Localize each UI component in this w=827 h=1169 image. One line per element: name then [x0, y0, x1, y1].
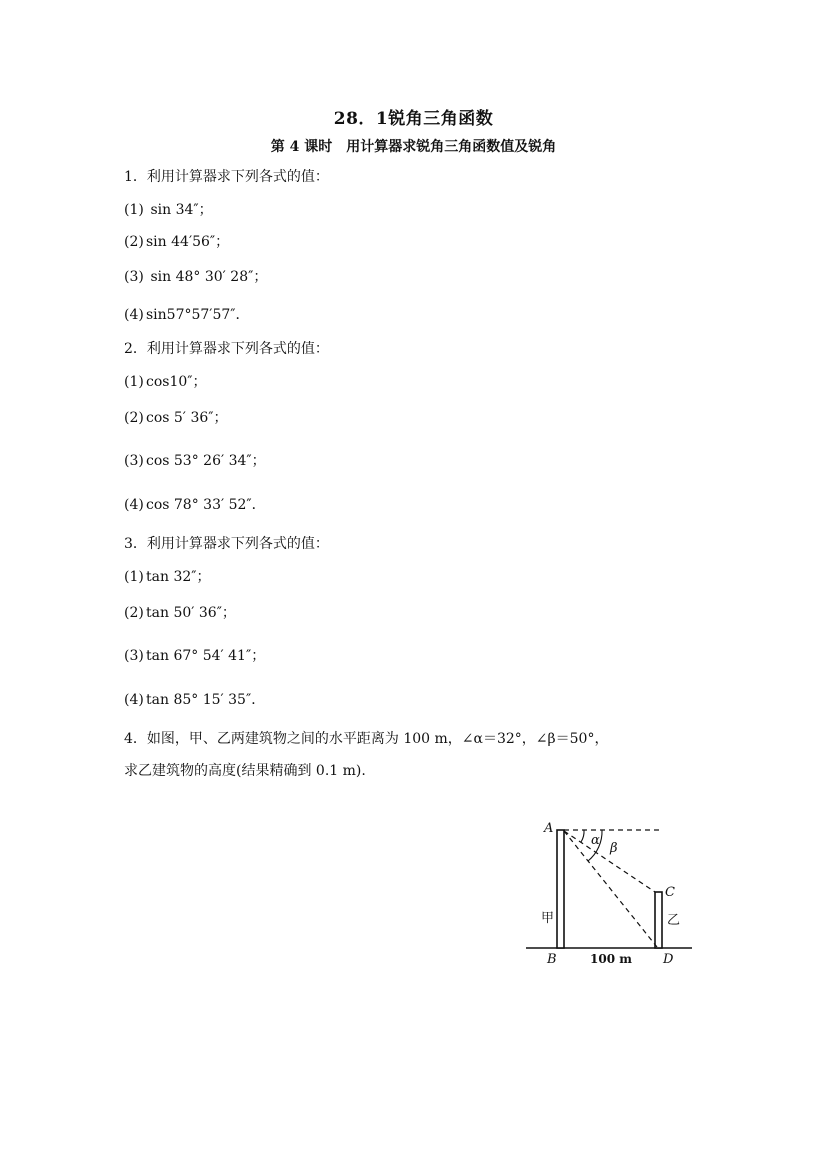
- q1-item-4: [124, 304, 250, 324]
- q3-item-4: [124, 689, 265, 709]
- q4-line-2: 求乙建筑物的高度(结果精确到 0.1 m).: [124, 763, 366, 779]
- building-jia: [557, 830, 564, 948]
- label-c: C: [665, 885, 675, 900]
- q4-line-1: 4．如图，甲、乙两建筑物之间的水平距离为 100 m，∠α＝32°，∠β＝50°，: [124, 731, 609, 747]
- label-distance: 100 m: [590, 952, 632, 966]
- label-a: A: [544, 821, 554, 836]
- q2-item-2-expr: cos 5′ 36″；: [146, 410, 228, 426]
- q2-item-3: [124, 450, 266, 470]
- q2-item-4-expr: cos 78° 33′ 52″．: [146, 497, 266, 513]
- label-d: D: [663, 952, 674, 967]
- q3-item-2: [124, 602, 236, 622]
- alpha-arc: [581, 830, 584, 842]
- q2-item-3-num: (3): [124, 453, 144, 469]
- q2-prompt: 2．利用计算器求下列各式的值：: [124, 341, 329, 357]
- q1-item-2-expr: sin 44′56″；: [146, 234, 230, 250]
- q3-item-2-expr: tan 50′ 36″；: [146, 605, 236, 621]
- q1-item-3: [124, 266, 267, 286]
- q3-item-3: [124, 645, 265, 665]
- label-building-jia: 甲: [541, 911, 555, 926]
- q3-item-1-expr: tan 32″；: [146, 569, 211, 585]
- q1-item-3-expr: sin 48° 30′ 28″；: [146, 269, 268, 285]
- q1-item-1-num: (1): [124, 202, 144, 218]
- q3-item-2-num: (2): [124, 605, 144, 621]
- label-building-yi: 乙: [667, 913, 681, 928]
- q1-item-4-num: (4): [124, 307, 144, 323]
- building-yi: [655, 892, 662, 948]
- q1-item-3-num: (3): [124, 269, 144, 285]
- label-b: B: [547, 952, 557, 967]
- buildings-diagram: [520, 818, 700, 970]
- q2-item-1-expr: cos10″；: [146, 374, 207, 390]
- q2-item-3-expr: cos 53° 26′ 34″；: [146, 453, 266, 469]
- q2-item-2: [124, 407, 227, 427]
- q2-item-2-num: (2): [124, 410, 144, 426]
- q1-item-2: [124, 231, 229, 251]
- q3-item-3-num: (3): [124, 648, 144, 664]
- buildings-figure: [520, 818, 700, 970]
- label-beta: β: [610, 841, 618, 856]
- q3-item-4-expr: tan 85° 15′ 35″．: [146, 692, 266, 708]
- q2-item-4: [124, 494, 266, 514]
- q3-item-1-num: (1): [124, 569, 144, 585]
- q1-prompt: 1．利用计算器求下列各式的值：: [124, 169, 329, 185]
- page-title: 28．1锐角三角函数: [333, 109, 494, 129]
- q3-prompt: 3．利用计算器求下列各式的值：: [124, 536, 329, 552]
- q2-item-1: [124, 371, 207, 391]
- q2-item-4-num: (4): [124, 497, 144, 513]
- q3-item-3-expr: tan 67° 54′ 41″；: [146, 648, 266, 664]
- q1-item-1-expr: sin 34″；: [146, 202, 213, 218]
- lesson-subtitle: 第 4 课时 用计算器求锐角三角函数值及锐角: [270, 139, 557, 155]
- label-alpha: α: [591, 833, 600, 848]
- q1-item-1: [124, 199, 213, 219]
- q1-item-4-expr: sin57°57′57″．: [146, 307, 250, 323]
- q3-item-1: [124, 566, 210, 586]
- q2-item-1-num: (1): [124, 374, 144, 390]
- q1-item-2-num: (2): [124, 234, 144, 250]
- q3-item-4-num: (4): [124, 692, 144, 708]
